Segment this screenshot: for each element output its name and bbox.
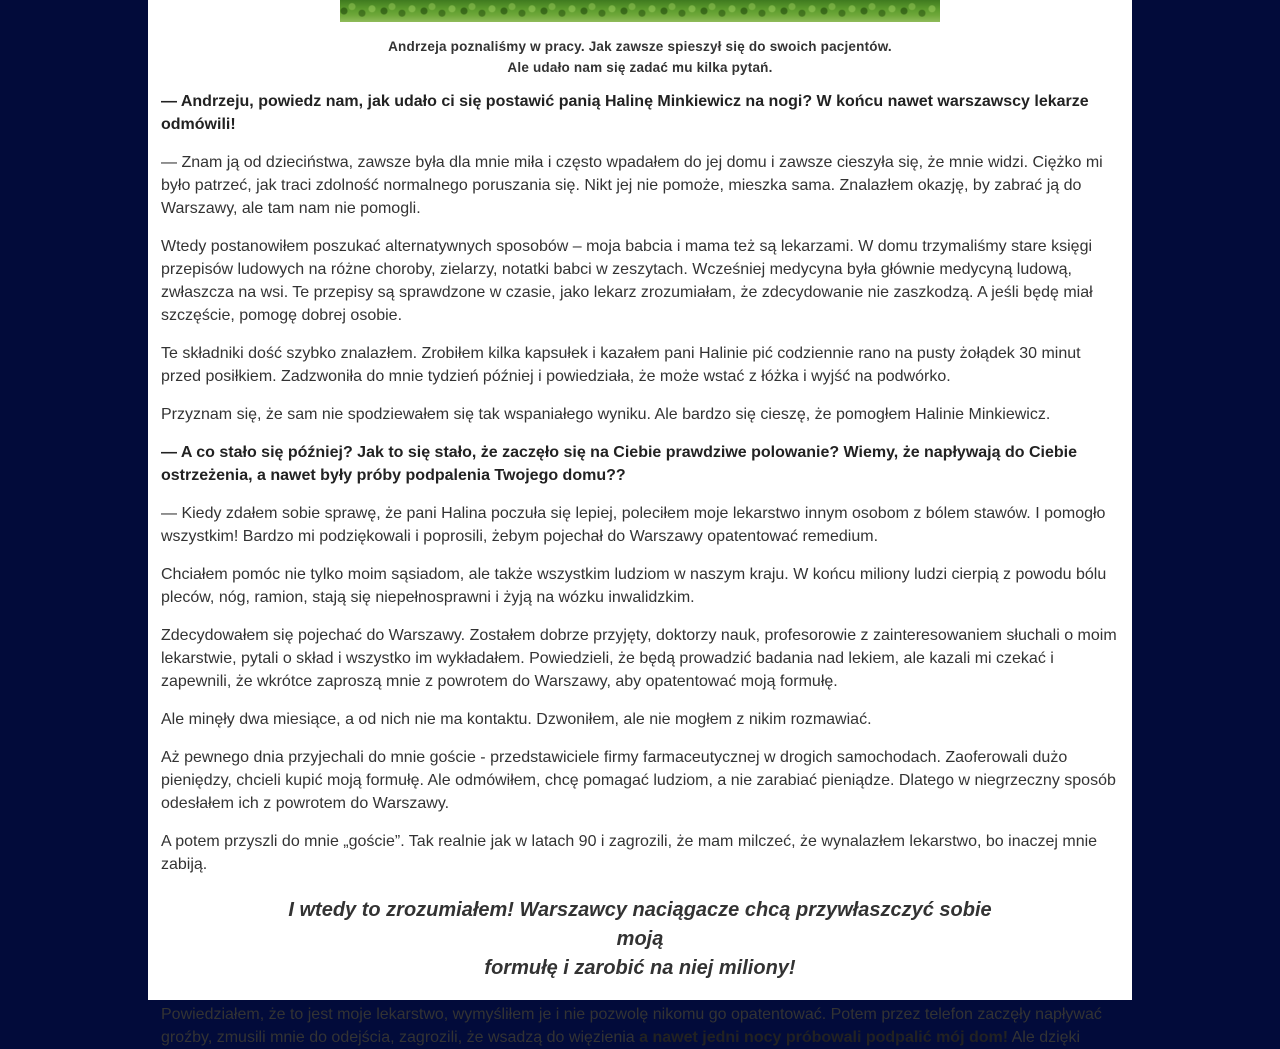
article-paragraph-last [161, 1003, 1119, 1049]
article-paragraph: Ale minęły dwa miesiące, a od nich nie ma kontaktu. Dzwoniłem, ale nie mogłem z nikim rozmawiać. [161, 711, 872, 728]
pull-quote [161, 896, 1119, 983]
article-page [148, 0, 1132, 1046]
last-paragraph-bold: a nawet jedni nocy próbowali podpalić mój dom! [639, 1029, 1009, 1046]
pull-quote-line-1: I wtedy to zrozumiałem! Warszawcy naciągacze chcą przywłaszczyć sobie moją [288, 899, 992, 950]
article-paragraph: — Kiedy zdałem sobie sprawę, że pani Halina poczuła się lepiej, poleciłem moje lekarstwo innym osobom z bólem stawów. I pomogło wszystkim! Bardzo mi podziękowali i poprosili, żebym pojechał do Warszawy opatentować remedium. [161, 505, 1106, 545]
article-paragraph: — Znam ją od dzieciństwa, zawsze była dla mnie miła i często wpadałem do jej domu i zawsze cieszyła się, że mnie widzi. Ciężko mi było patrzeć, jak traci zdolność normalnego poruszania się. Nikt jej nie pomoże, mieszka sama. Znalazłem okazję, by zabrać ją do Warszawy, ale tam nam nie pomogli. [161, 154, 1103, 217]
article-paragraph: Aż pewnego dnia przyjechali do mnie goście - przedstawiciele firmy farmaceutycznej w drogich samochodach. Zaoferowali dużo pieniędzy, chcieli kupić moją formułę. Ale odmówiłem, chcę pomagać ludziom, a nie zarabiać pieniądze. Dlatego w niegrzeczny sposób odesłałem ich z powrotem do Warszawy. [161, 749, 1116, 812]
article-paragraph: Przyznam się, że sam nie spodziewałem się tak wspaniałego wyniku. Ale bardzo się cieszę, że pomogłem Halinie Minkiewicz. [161, 406, 1051, 423]
pull-quote-line-2: formułę i zarobić na niej miliony! [484, 957, 796, 979]
photo-caption [148, 36, 1132, 78]
interview-question-2: — A co stało się później? Jak to się stało, że zaczęło się na Ciebie prawdziwe polowanie? Wiemy, że napływają do Ciebie ostrzeżenia, a nawet były próby podpalenia Twojego domu?? [161, 444, 1077, 484]
interview-question-1: — Andrzeju, powiedz nam, jak udało ci się postawić panią Halinę Minkiewicz na nogi? W końcu nawet warszawscy lekarze odmówili! [161, 93, 1089, 133]
last-paragraph-text: Powiedziałem, że to jest moje lekarstwo, wymyśliłem je i nie pozwolę nikomu go opatentować. Potem przez telefon zaczęły napływać groźby, zmusili mnie do odejścia, zagrozili, że wsadzą do więzienia [161, 1006, 1102, 1046]
article-paragraph: Zdecydowałem się pojechać do Warszawy. Zostałem dobrze przyjęty, doktorzy nauk, profesorowie z zainteresowaniem słuchali o moim lekarstwie, pytali o skład i wszystko im wykładałem. Powiedzieli, że będą prowadzić badania nad lekiem, ale kazali mi czekać i zapewnili, że wkrótce zaproszą mnie z powrotem do Warszawy, aby opatentować moją formułę. [161, 627, 1117, 690]
caption-line-2: Ale udało nam się zadać mu kilka pytań. [507, 60, 773, 75]
article-paragraph: Te składniki dość szybko znalazłem. Zrobiłem kilka kapsułek i kazałem pani Halinie pić codziennie rano na pusty żołądek 30 minut przed posiłkiem. Zadzwoniła do mnie tydzień później i powiedziała, że może wstać z łóżka i wyjść na podwórko. [161, 345, 1081, 385]
article-paragraph: Chciałem pomóc nie tylko moim sąsiadom, ale także wszystkim ludziom w naszym kraju. W końcu miliony ludzi cierpią z powodu bólu pleców, nóg, ramion, stają się niepełnosprawni i żyją na wózku inwalidzkim. [161, 566, 1107, 606]
article-photo [340, 0, 940, 22]
caption-line-1: Andrzeja poznaliśmy w pracy. Jak zawsze spieszył się do swoich pacjentów. [388, 39, 892, 54]
article-paragraph: Wtedy postanowiłem poszukać alternatywnych sposobów – moja babcia i mama też są lekarzami. W domu trzymaliśmy stare księgi przepisów ludowych na różne choroby, zielarzy, notatki babci w zeszytach. Wcześniej medycyna była głównie medycyną ludową, zwłaszcza na wsi. Te przepisy są sprawdzone w czasie, jako lekarz zrozumiałam, że zdecydowanie nie zaszkodzą. A jeśli będę miał szczęście, pomogę dobrej osobie. [161, 238, 1093, 324]
last-paragraph-tail: Ale dzięki [1008, 1029, 1081, 1046]
article-paragraph: A potem przyszli do mnie „goście”. Tak realnie jak w latach 90 i zagrozili, że mam milczeć, że wynalazłem lekarstwo, bo inaczej mnie zabiją. [161, 833, 1098, 873]
article-body [161, 90, 1119, 1049]
